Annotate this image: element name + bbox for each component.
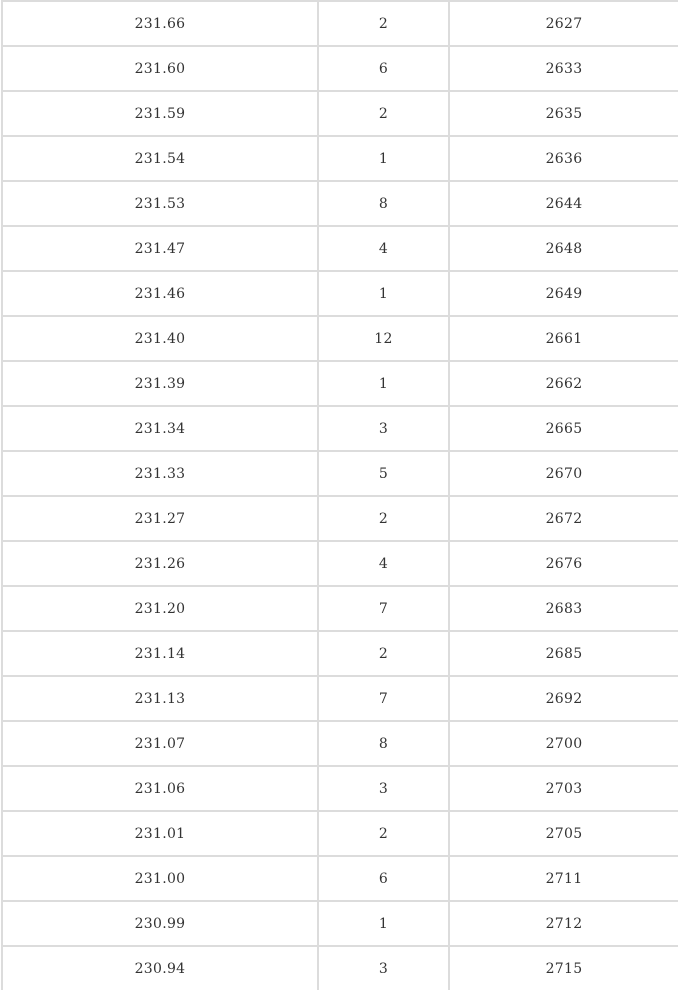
count-cell: 2 [318,1,449,46]
score-cell: 231.66 [2,1,318,46]
score-cell: 231.06 [2,766,318,811]
cumulative-cell: 2711 [449,856,678,901]
cumulative-cell: 2703 [449,766,678,811]
cumulative-cell: 2635 [449,91,678,136]
score-table-body [2,1,678,990]
score-cell: 231.33 [2,451,318,496]
cumulative-cell: 2672 [449,496,678,541]
count-cell: 3 [318,946,449,990]
table-row [2,766,678,811]
count-cell: 7 [318,586,449,631]
table-row [2,496,678,541]
count-cell: 3 [318,406,449,451]
cumulative-cell: 2683 [449,586,678,631]
table-row [2,586,678,631]
cumulative-cell: 2648 [449,226,678,271]
cumulative-cell: 2692 [449,676,678,721]
score-cell: 231.39 [2,361,318,406]
cumulative-cell: 2627 [449,1,678,46]
count-cell: 7 [318,676,449,721]
table-row [2,361,678,406]
table-row [2,136,678,181]
score-cell: 231.14 [2,631,318,676]
cumulative-cell: 2670 [449,451,678,496]
table-row [2,946,678,990]
table-row [2,811,678,856]
count-cell: 1 [318,136,449,181]
cumulative-cell: 2715 [449,946,678,990]
count-cell: 6 [318,46,449,91]
score-cell: 231.60 [2,46,318,91]
cumulative-cell: 2649 [449,271,678,316]
cumulative-cell: 2633 [449,46,678,91]
cumulative-cell: 2700 [449,721,678,766]
score-cell: 231.47 [2,226,318,271]
count-cell: 2 [318,91,449,136]
cumulative-cell: 2676 [449,541,678,586]
score-cell: 231.27 [2,496,318,541]
count-cell: 3 [318,766,449,811]
table-row [2,901,678,946]
table-row [2,46,678,91]
count-cell: 5 [318,451,449,496]
score-cell: 231.26 [2,541,318,586]
table-row [2,721,678,766]
table-row [2,541,678,586]
table-row [2,91,678,136]
count-cell: 2 [318,811,449,856]
count-cell: 6 [318,856,449,901]
table-row [2,271,678,316]
score-cell: 231.54 [2,136,318,181]
score-cell: 231.07 [2,721,318,766]
table-row [2,181,678,226]
cumulative-cell: 2636 [449,136,678,181]
table-row [2,1,678,46]
count-cell: 8 [318,181,449,226]
score-cell: 231.20 [2,586,318,631]
cumulative-cell: 2705 [449,811,678,856]
score-cell: 231.59 [2,91,318,136]
count-cell: 1 [318,271,449,316]
cumulative-cell: 2665 [449,406,678,451]
score-cell: 231.34 [2,406,318,451]
cumulative-cell: 2644 [449,181,678,226]
count-cell: 4 [318,226,449,271]
score-cell: 231.13 [2,676,318,721]
cumulative-cell: 2685 [449,631,678,676]
count-cell: 1 [318,901,449,946]
table-row [2,631,678,676]
score-table [1,0,678,990]
count-cell: 12 [318,316,449,361]
score-cell: 231.40 [2,316,318,361]
table-row [2,406,678,451]
table-row [2,226,678,271]
cumulative-cell: 2662 [449,361,678,406]
score-cell: 231.46 [2,271,318,316]
table-row [2,451,678,496]
table-row [2,856,678,901]
score-cell: 231.01 [2,811,318,856]
table-row [2,676,678,721]
score-cell: 230.99 [2,901,318,946]
cumulative-cell: 2712 [449,901,678,946]
count-cell: 1 [318,361,449,406]
table-row [2,316,678,361]
cumulative-cell: 2661 [449,316,678,361]
count-cell: 2 [318,631,449,676]
score-cell: 231.53 [2,181,318,226]
score-cell: 231.00 [2,856,318,901]
count-cell: 8 [318,721,449,766]
count-cell: 2 [318,496,449,541]
score-cell: 230.94 [2,946,318,990]
count-cell: 4 [318,541,449,586]
